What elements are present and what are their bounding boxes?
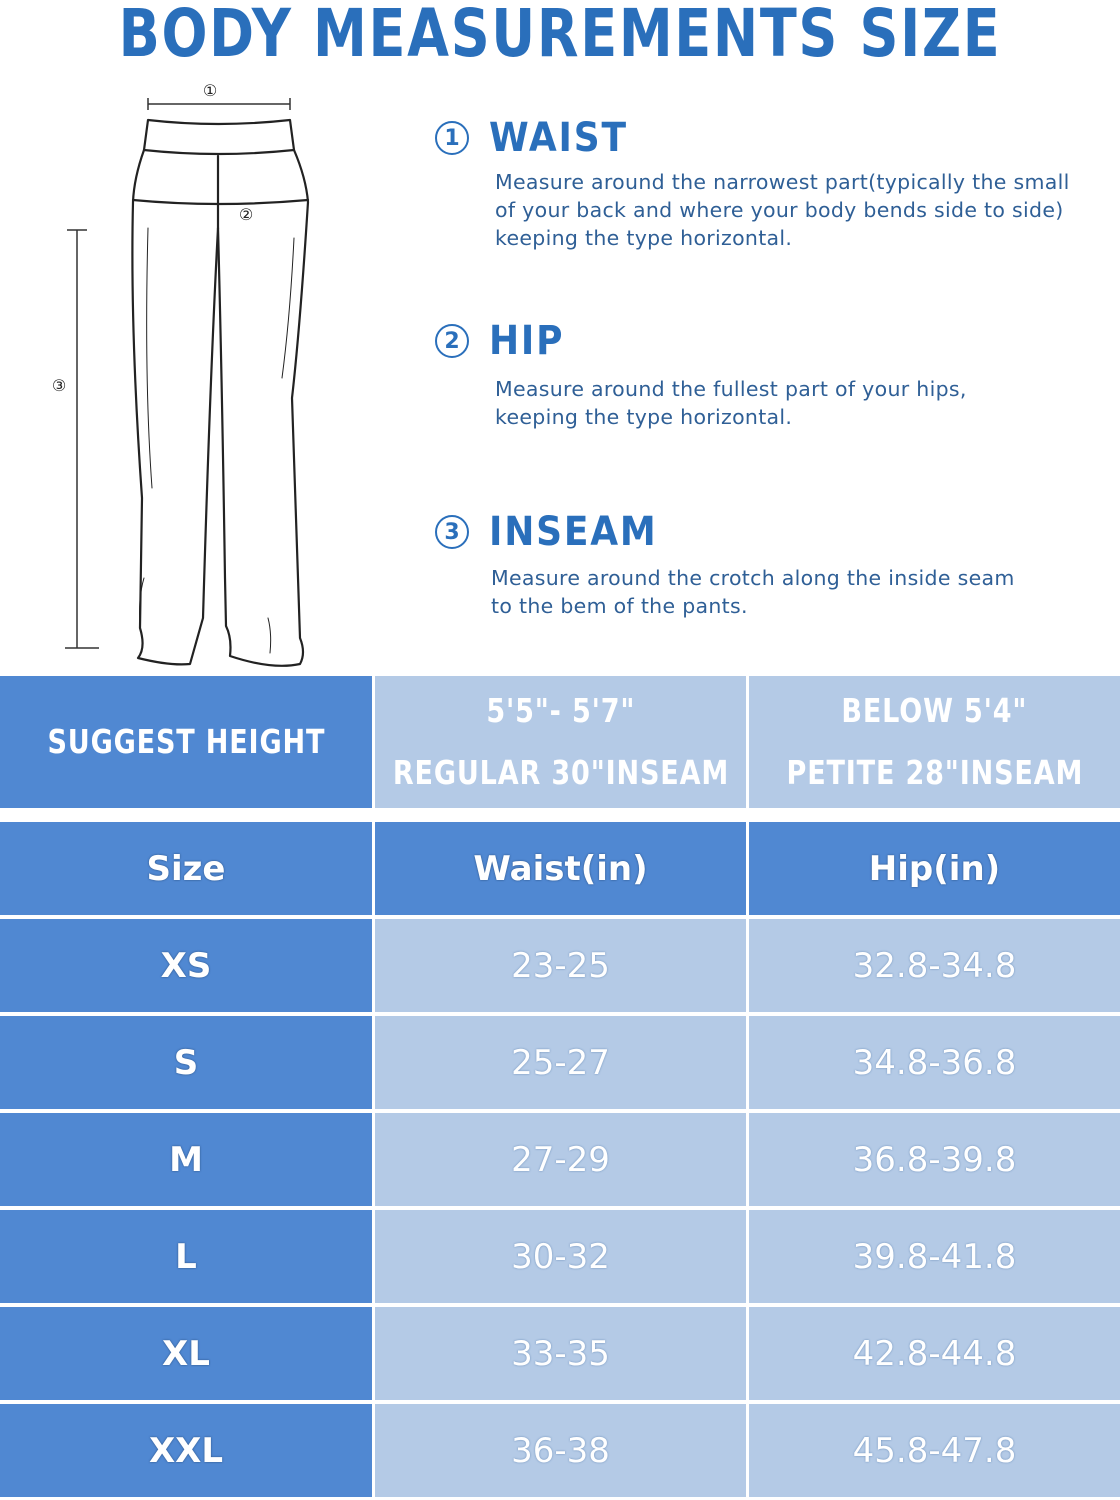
- hip-section: [435, 319, 1115, 431]
- hip-header: Hip(in): [749, 822, 1120, 915]
- hip-cell: 36.8-39.8: [749, 1113, 1120, 1206]
- hip-cell: 42.8-44.8: [749, 1307, 1120, 1400]
- regular-height-cell: [375, 676, 746, 808]
- suggest-height-label: SUGGEST HEIGHT: [0, 676, 372, 808]
- waist-cell: 36-38: [375, 1404, 746, 1497]
- regular-inseam: REGULAR 30"INSEAM: [392, 753, 729, 792]
- inseam-heading: INSEAM: [489, 509, 658, 555]
- size-cell: L: [0, 1210, 372, 1303]
- hip-cell: 34.8-36.8: [749, 1016, 1120, 1109]
- inseam-marker: ③: [51, 376, 67, 395]
- waist-header: Waist(in): [375, 822, 746, 915]
- size-table: [0, 822, 1120, 1497]
- size-cell: M: [0, 1113, 372, 1206]
- waist-cell: 33-35: [375, 1307, 746, 1400]
- size-cell: S: [0, 1016, 372, 1109]
- size-cell: XL: [0, 1307, 372, 1400]
- inseam-section: [435, 510, 1115, 620]
- waist-cell: 23-25: [375, 919, 746, 1012]
- hip-cell: 39.8-41.8: [749, 1210, 1120, 1303]
- waist-heading: WAIST: [489, 115, 628, 161]
- waist-number-badge: 1: [435, 121, 469, 155]
- size-header: Size: [0, 822, 372, 915]
- petite-height-cell: [749, 676, 1120, 808]
- page-title: BODY MEASUREMENTS SIZE: [118, 0, 1002, 72]
- hip-cell: 45.8-47.8: [749, 1404, 1120, 1497]
- size-cell: XXL: [0, 1404, 372, 1497]
- hip-marker: ②: [238, 205, 254, 224]
- petite-inseam: PETITE 28"INSEAM: [786, 753, 1083, 792]
- hip-description: Measure around the fullest part of your hips, keeping the type horizontal.: [495, 377, 967, 429]
- petite-height: BELOW 5'4": [841, 691, 1028, 730]
- regular-height: 5'5"- 5'7": [486, 691, 635, 730]
- waist-cell: 30-32: [375, 1210, 746, 1303]
- waist-marker: ①: [202, 81, 218, 100]
- hip-heading: HIP: [489, 318, 565, 364]
- hip-number-badge: 2: [435, 324, 469, 358]
- height-table: [0, 676, 1120, 808]
- size-cell: XS: [0, 919, 372, 1012]
- hip-cell: 32.8-34.8: [749, 919, 1120, 1012]
- waist-description: Measure around the narrowest part(typically the small of your back and where your body bends side to side) keeping the type horizontal.: [495, 170, 1070, 250]
- inseam-description: Measure around the crotch along the inside seam to the bem of the pants.: [491, 566, 1015, 618]
- pants-outline-icon: [40, 78, 330, 678]
- waist-section: [435, 116, 1115, 252]
- inseam-number-badge: 3: [435, 515, 469, 549]
- waist-cell: 25-27: [375, 1016, 746, 1109]
- waist-cell: 27-29: [375, 1113, 746, 1206]
- pants-diagram: [40, 78, 330, 678]
